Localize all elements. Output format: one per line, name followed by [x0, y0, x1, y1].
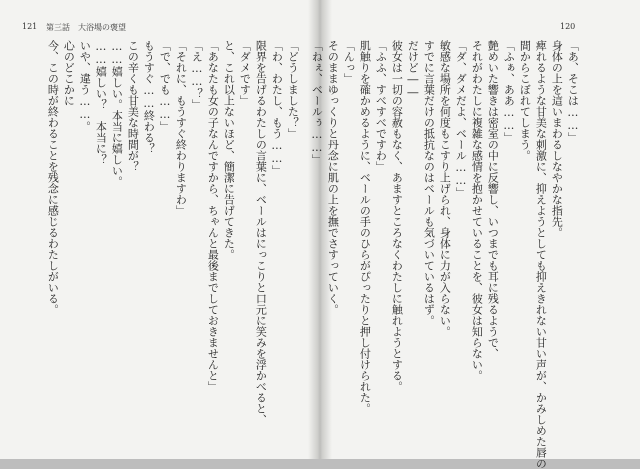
- text-line: 「あ、そこは……」: [566, 40, 580, 143]
- text-line: 「それに、もうすぐ終わりますわ」: [174, 40, 188, 216]
- text-line: 「ふぁ、ああ……」: [502, 40, 516, 143]
- text-line: 心のどこかに: [62, 40, 76, 106]
- text-line: 「ダ、ダメだよ、ベール……」: [454, 40, 468, 198]
- text-line: 「ふふ、すべすべですわ」: [374, 40, 388, 172]
- text-line: ……嬉しい？ 本当に？: [94, 40, 108, 165]
- text-line: だけど――: [406, 40, 420, 99]
- text-line: 「わ、わたし、もう……」: [270, 40, 284, 176]
- text-line: 身体の上を這いまわるしなやかな指先。: [550, 40, 564, 238]
- right-page-number: 120: [560, 22, 576, 31]
- text-line: 限界を告げるわたしの言葉に、ベールはにっこりと口元に笑みを浮かべると、: [254, 40, 268, 425]
- text-line: 肌触りを確かめるように、ベールの手のひらがぴったりと押し付けられた。: [358, 40, 372, 414]
- text-line: 敏感な場所を何度もこすり上げられ、身体に力が入らない。: [438, 40, 452, 337]
- text-line: すでに言葉だけの抵抗なのはベールも気づいているはず。: [422, 40, 436, 326]
- text-line: 「ダメです」: [238, 40, 252, 106]
- text-line: 今、この時が終わることを残念に感じるわたしがいる。: [46, 40, 60, 315]
- text-line: と、これ以上ないほど、簡潔に告げてきた。: [222, 40, 236, 260]
- text-line: そのままゆっくりと丹念に肌の上を撫でさすっていく。: [326, 40, 340, 315]
- text-line: 艶めいた響きは密室の中に反響し、いつまでも耳に残るようで、: [486, 40, 500, 359]
- text-line: 「どうしました？」: [286, 40, 300, 139]
- text-line: 「あなたも女の子なんですから、ちゃんと最後までしておきませんと」: [206, 40, 220, 392]
- left-page-number: 121: [22, 22, 38, 31]
- text-line: 「ねぇ、ベールぅ……」: [310, 40, 324, 165]
- text-line: 「え……？」: [190, 40, 204, 110]
- text-line: 「んっ」: [342, 40, 356, 84]
- running-title: 第三話 大浴場の褒望: [46, 23, 126, 32]
- text-line: 間からこぼれてしまう。: [518, 40, 532, 161]
- text-line: もうすぐ……終わる？: [142, 40, 156, 154]
- text-line: 「で、でも……」: [158, 40, 172, 132]
- text-line: それがわたしに複雑な感情を抱かせていることを、彼女は知らない。: [470, 40, 484, 381]
- text-line: ……嬉しい。本当に嬉しい。: [110, 40, 124, 187]
- text-line: 彼女は一切の容赦もなく、あますところなくわたしに触れようとする。: [390, 40, 404, 392]
- text-line: 痺れるような甘美な刺激に、抑えようとしても抑えきれない甘い声が、かみしめた唇の: [534, 40, 548, 469]
- text-line: いや、違う……。: [78, 40, 92, 132]
- text-line: この辛くも甘美な時間が？: [126, 40, 140, 172]
